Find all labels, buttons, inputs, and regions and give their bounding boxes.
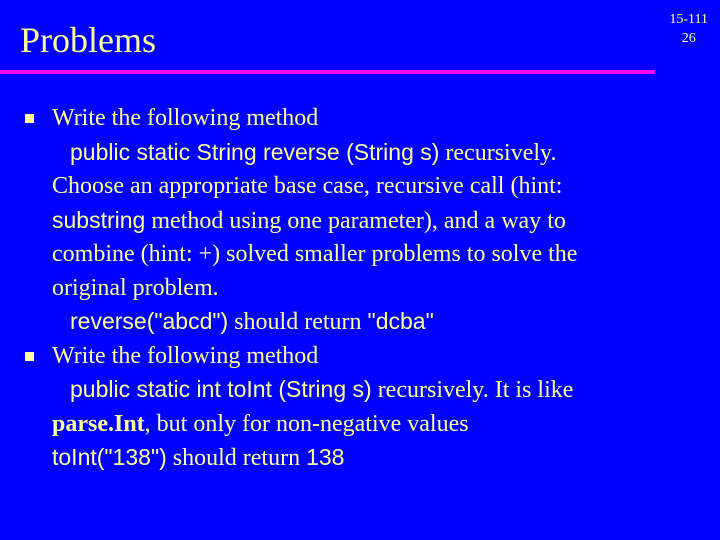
bullet-text-rest: , but only for non-negative values (144, 410, 469, 437)
substring-keyword: substring (52, 206, 146, 233)
example-mid: should return (228, 309, 368, 335)
example-line (52, 441, 692, 476)
method-signature-line (52, 136, 692, 171)
title-divider (0, 70, 655, 74)
bullet-item-toint (0, 340, 692, 476)
bullet-text: Choose an appropriate base case, recursive call (hint: (52, 173, 563, 199)
bullet-text: original problem. (52, 274, 219, 301)
example-line (52, 305, 692, 340)
example-result: "dcba" (367, 308, 434, 334)
bullet-text: combine (hint: +) solved smaller problems to solve the (52, 241, 578, 267)
example-result: 138 (306, 444, 345, 470)
parse-int-keyword: parse.Int (52, 410, 145, 437)
example-call: reverse("abcd") (70, 308, 229, 334)
method-signature: public static int toInt (String s) (70, 376, 372, 402)
bullet-text-rest: method using one parameter), and a way to (145, 207, 566, 234)
bullet-text: Write the following method (52, 342, 319, 369)
square-bullet-icon (25, 352, 34, 361)
slide-number-page: 26 (681, 31, 696, 46)
example-mid: should return (166, 445, 307, 471)
bullet-list (0, 102, 720, 476)
bullet-item-reverse (0, 102, 692, 340)
bullet-text (52, 204, 692, 239)
example-call: toInt("138") (52, 444, 167, 470)
square-bullet-icon (25, 114, 34, 123)
signature-suffix: recursively. It is like (371, 377, 574, 403)
method-signature-line (52, 373, 692, 408)
slide-title: Problems (20, 20, 157, 60)
method-signature: public static String reverse (String s) (70, 138, 440, 165)
bullet-text (52, 408, 692, 442)
slide-number (669, 10, 708, 48)
slide-number-course: 15-111 (669, 12, 708, 27)
bullet-text: Write the following method (52, 105, 319, 131)
signature-suffix: recursively. (439, 139, 557, 166)
